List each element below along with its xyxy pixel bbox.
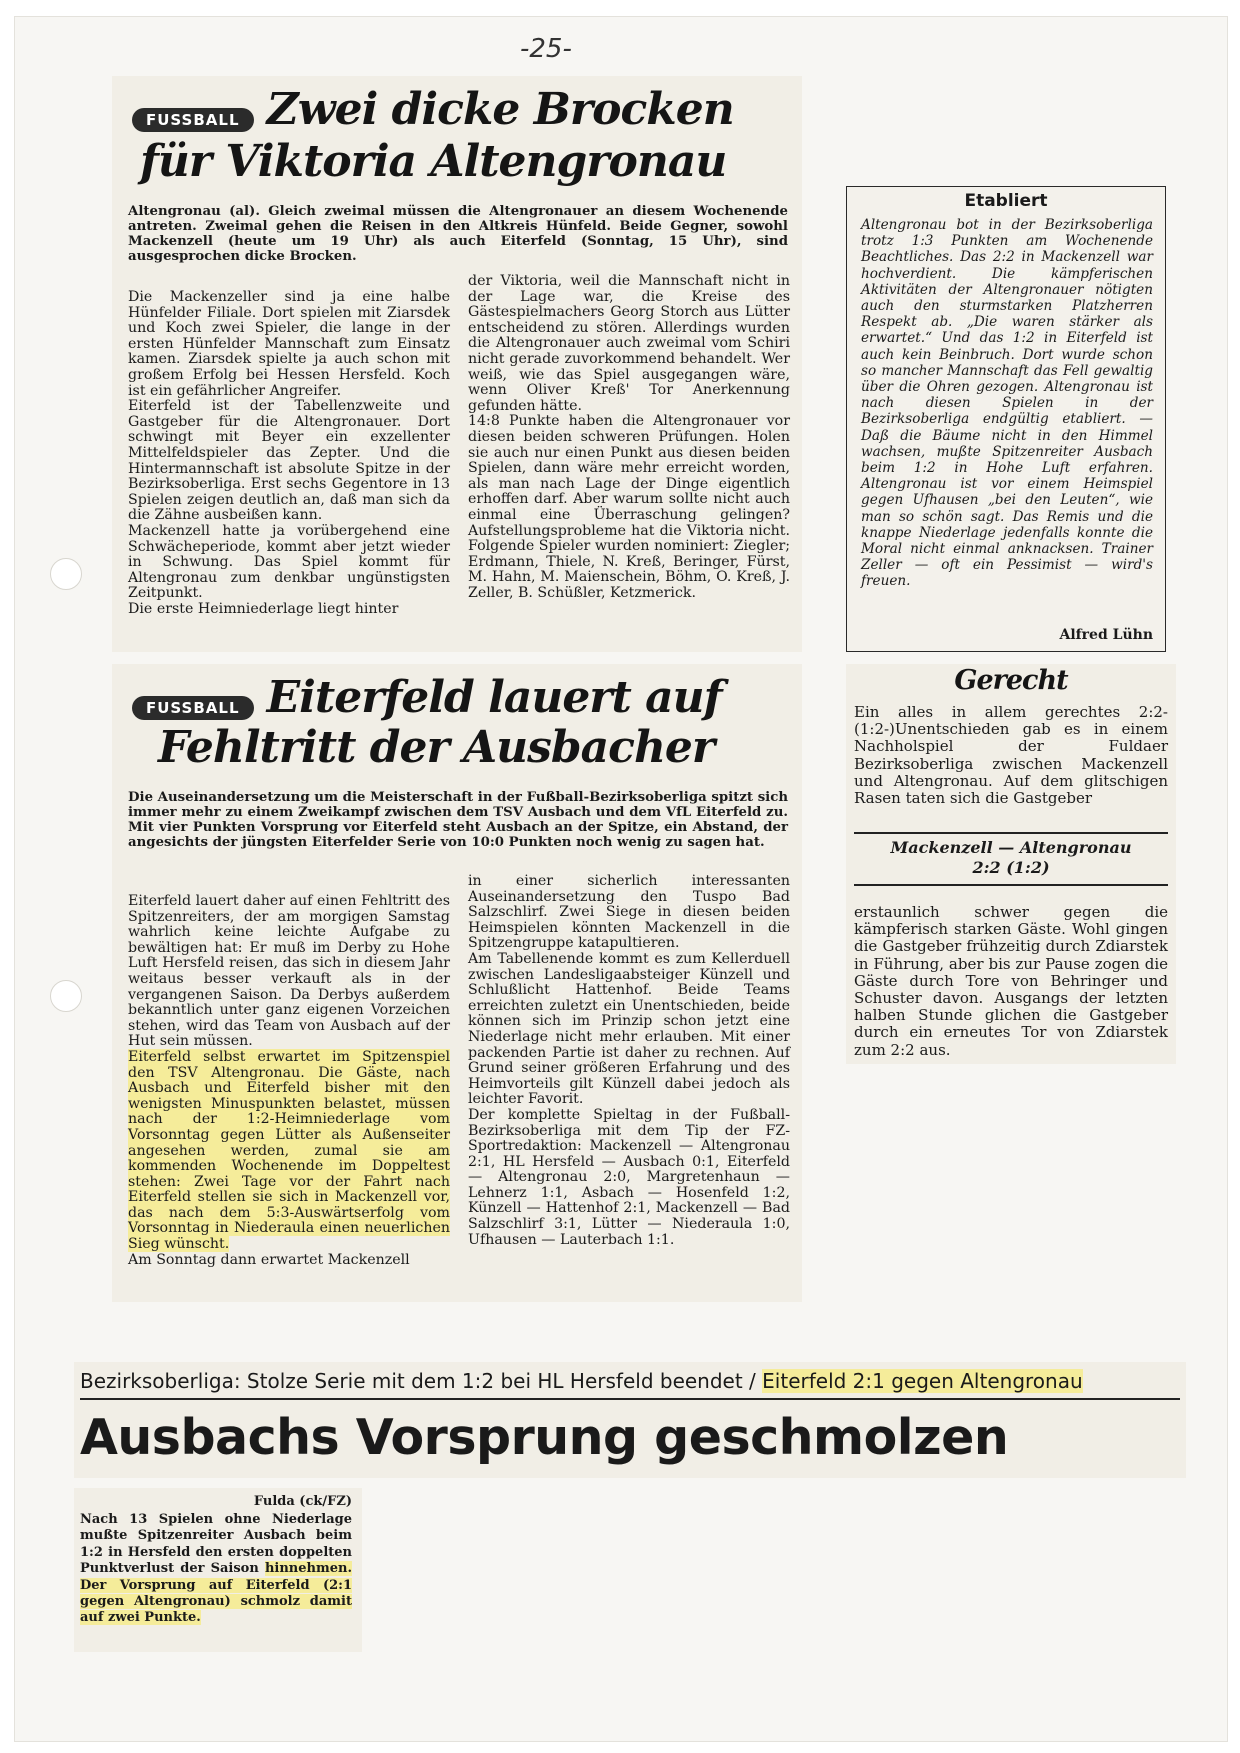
clipping-article-1	[112, 76, 802, 652]
article-column-2	[468, 274, 790, 601]
paragraph: Der komplette Spieltag in der Fußball-Bezirksoberliga mit dem Tip der FZ-Sportredaktion: Mackenzell — Altengronau 2:1, HL Hersfeld — Ausbach 0:1, Eiterfeld — Altengronau 2:0, Margretenhaun — Lehnerz 1:1, Asbach — Hosenfeld 1:2, Künzell — Hattenhof 2:1, Mackenzell — Bad Salzschlirf 3:1, Lütter — Niederaula 1:0, Ufhausen — Lauterbach 1:1.	[468, 1106, 790, 1248]
author-byline: Alfred Lühn	[1059, 627, 1153, 643]
paragraph: der Viktoria, weil die Mannschaft nicht in der Lage war, die Kreise des Gästespielmachers Georg Storch aus Lütter entscheidend zu stören. Allerdings wurden die Altengronauer auch zweimal vom Schiri nicht gerade zuvorkommend behandelt. Wer weiß, wie das Spiel ausgegangen wäre, wenn Oliver Kreß' Tor Anerkennung gefunden hätte.	[468, 273, 790, 414]
subheadline-highlight: Eiterfeld 2:1 gegen Altengronau	[762, 1369, 1083, 1393]
paragraph: Eiterfeld lauert daher auf einen Fehltritt des Spitzenreiters, der am morgigen Samstag wahrlich keine leichte Aufgabe zu bewältigen hat: Er muß im Derby zu Hohe Luft Hersfeld reisen, das sich in diesem Jahr weitaus besser verkauft als in der vergangenen Saison. Da Derbys außerdem bekanntlich unter ganz eigenen Vorzeichen stehen, wird das Team von Ausbach auf der Hut sein müssen.	[128, 893, 450, 1050]
section-kicker: FUSSBALL	[132, 696, 254, 720]
column-title: Etabliert	[964, 191, 1048, 211]
column-title: Gerecht	[954, 665, 1068, 696]
clipping-etabliert	[846, 186, 1166, 652]
paragraph: Die erste Heimniederlage liegt hinter	[128, 600, 399, 617]
paragraph: in einer sicherlich interessanten Auseinandersetzung den Tuspo Bad Salzschlirf. Zwei Siege in diesen beiden Heimspielen könnten Mackenzell in die Spitzengruppe katapultieren.	[468, 873, 790, 952]
article-column-1	[128, 894, 450, 1268]
paragraph: 14:8 Punkte haben die Altengronauer vor diesen beiden schweren Prüfungen. Holen sie auch nur einen Punkt aus diesen beiden Spielen, dann wäre mehr erreicht worden, als man nach Lage der Dinge eigentlich erhoffen darf. Aber warum sollte nicht auch einmal eine Überraschung gelingen? Aufstellungsprobleme hat die Viktoria nicht. Folgende Spieler wurden nominiert: Ziegler; Erdmann, Thiele, N. Kreß, Beringer, Fürst, M. Hahn, M. Maienschein, Böhm, O. Kreß, J. Zeller, B. Schüßler, Ketzmerick.	[468, 413, 790, 601]
clipping-ausbach-header	[74, 1362, 1186, 1478]
highlighted-paragraph: Eiterfeld selbst erwartet im Spitzenspiel den TSV Altengronau. Die Gäste, nach Ausbach und Eiterfeld bisher mit den wenigsten Minuspunkten belastet, müssen nach der 1:2-Heimniederlage vom Vorsonntag gegen Lütter als Außenseiter angesehen werden, zumal sie am kommenden Wochenende im Doppeltest stehen: Zwei Tage vor der Fahrt nach Eiterfeld stellen sie sich in Mackenzell vor, das nach dem 5:3-Auswärtserfolg vom Vorsonntag in Niederaula einen neuerlichen Sieg wünscht.	[128, 1048, 450, 1253]
paragraph: Eiterfeld ist der Tabellenzweite und Gastgeber für die Altengronauer. Dort schwingt mit Beyer ein exzellenter Mittelfeldspieler das Zepter. Und die Hintermannschaft ist absolute Spitze in der Bezirksoberliga. Erst sechs Gegentore in 13 Spielen zeigen deutlich an, daß man sich da die Zähne ausbeißen kann.	[128, 398, 450, 524]
score-teams: Mackenzell — Altengronau	[890, 838, 1132, 857]
headline-line-1: Eiterfeld lauert auf	[266, 672, 722, 723]
dateline: Fulda (ck/FZ)	[253, 1494, 352, 1509]
column-text: Altengronau bot in der Bezirksoberliga trotz 1:3 Punkten am Wochenende Beachtliches. Das 2:2 in Mackenzell war hochverdient. Die kämpferischen Aktivitäten der Altengronauer nötigten auch den sturmstarken Platzherren Respekt ab. „Die waren stärker als erwartet.“ Und das 1:2 in Eiterfeld ist auch kein Beinbruch. Dort wurde schon so mancher Mannschaft das Fell gewaltig über die Ohren gezogen. Altengronau ist nach diesen Spielen in der Bezirksoberliga endgültig etabliert. — Daß die Bäume nicht in den Himmel wachsen, mußte Spitzenreiter Ausbach beim 1:2 in Hohe Luft erfahren. Altengronau ist vor einem Heimspiel gegen Ufhausen „bei den Leuten“, wie man so schön sagt. Das Remis und die knappe Niederlage jedenfalls konnte die Moral nicht einmal anknacksen. Trainer Zeller — oft ein Pessimist — wird's freuen.	[861, 217, 1153, 590]
clipping-article-2	[112, 664, 802, 1302]
report-text-1: Ein alles in allem gerechtes 2:2-(1:2-)Unentschieden gab es in einem Nachholspiel der Fuldaer Bezirksoberliga zwischen Mackenzell und Altengronau. Auf dem glitschigen Rasen taten sich die Gastgeber	[854, 703, 1168, 808]
report-text-plain: Nach 13 Spielen ohne Niederlage mußte Spitzenreiter Ausbach beim 1:2 in Hersfeld den ersten doppelten Punktverlust der Saison	[80, 1512, 352, 1577]
page-number: -25-	[520, 34, 572, 64]
clipping-ausbach-text	[74, 1488, 362, 1652]
subheadline-text: Bezirksoberliga: Stolze Serie mit dem 1:2 bei HL Hersfeld beendet /	[80, 1369, 763, 1393]
paragraph: Am Tabellenende kommt es zum Kellerduell zwischen Landesligaabsteiger Künzell und Schlußlicht Hattenhof. Beide Teams erreichten zuletzt ein Unentschieden, beide können sich im Prinzip schon jetzt eine Niederlage nicht mehr erlauben. Mit einer packenden Partie ist daher zu rechnen. Auf Grund seiner größeren Erfahrung und des Heimvorteils gilt Künzell dabei jedoch als leichter Favorit.	[468, 950, 790, 1108]
score-result: 2:2 (1:2)	[972, 858, 1050, 877]
headline-line-1: Zwei dicke Brocken	[266, 84, 734, 135]
score-box	[854, 832, 1168, 886]
paragraph: Mackenzell hatte ja vorübergehend eine Schwächeperiode, kommt aber jetzt wieder in Schwung. Das Spiel kommt für Altengronau zum denkbar ungünstigsten Zeitpunkt.	[128, 522, 450, 602]
headline: Ausbachs Vorsprung geschmolzen	[80, 1409, 1009, 1466]
paragraph: Die Mackenzeller sind ja eine halbe Hünfelder Filiale. Dort spielen mit Ziarsdek und Koch zwei Spieler, die lange in der ersten Hünfelder Mannschaft zum Einsatz kamen. Ziarsdek spielte ja auch schon mit großem Erfolg bei Hessen Hersfeld. Koch ist ein gefährlicher Angreifer.	[128, 289, 450, 399]
punch-hole	[50, 558, 82, 590]
report-text-2: erstaunlich schwer gegen die kämpferisch starken Gäste. Wohl gingen die Gastgeber frühzeitig durch Zdiarstek in Führung, aber bis zur Pause zogen die Gäste durch Tore von Behringer und Schuster davon. Ausgangs der letzten halben Stunde glichen die Gastgeber durch ein erneutes Tor von Zdiarstek zum 2:2 aus.	[854, 903, 1168, 1059]
lead-paragraph: Die Auseinandersetzung um die Meisterschaft in der Fußball-Bezirksoberliga spitzt sich immer mehr zu einem Zweikampf zwischen dem TSV Ausbach und dem VfL Eiterfeld zu. Mit vier Punkten Vorsprung vor Eiterfeld steht Ausbach an der Spitze, ein Abstand, der angesichts der jüngsten Eiterfelder Serie von 10:0 Punkten noch wenig zu sagen hat.	[128, 790, 788, 850]
headline-line-2: Fehltritt der Ausbacher	[158, 722, 715, 773]
headline-line-2: für Viktoria Altengronau	[140, 136, 727, 187]
report-text	[80, 1512, 352, 1627]
punch-hole	[50, 980, 82, 1012]
article-column-2	[468, 874, 790, 1248]
section-kicker: FUSSBALL	[132, 108, 254, 132]
article-column-1	[128, 290, 450, 617]
paragraph: Am Sonntag dann erwartet Mackenzell	[128, 1251, 410, 1268]
lead-paragraph: Altengronau (al). Gleich zweimal müssen die Altengronauer an diesem Wochenende antreten. Zweimal gehen die Reisen in den Altkreis Hünfeld. Beide Gegner, sowohl Mackenzell (heute um 19 Uhr) als auch Eiterfeld (Sonntag, 15 Uhr), sind ausgesprochen dicke Brocken.	[128, 204, 788, 264]
clipping-gerecht	[846, 664, 1176, 1064]
report-text-highlight: hinnehmen. Der Vorsprung auf Eiterfeld (2:1 gegen Altengronau) schmolz damit auf zwei Punkte.	[80, 1561, 352, 1626]
subheadline	[80, 1368, 1180, 1400]
